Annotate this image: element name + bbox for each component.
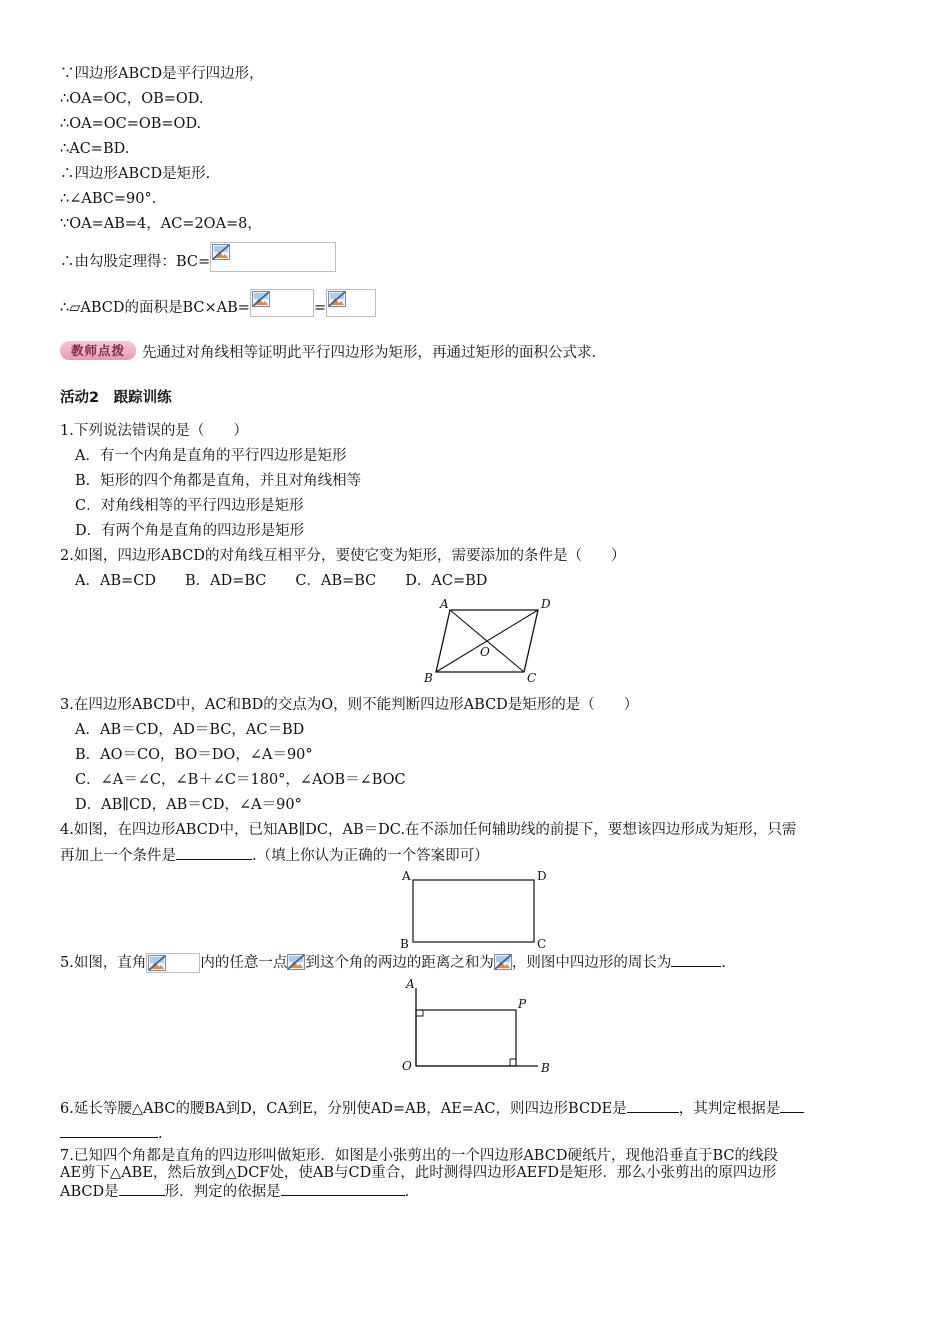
right-angle-mark [416,1010,423,1016]
q2-stem: 2.如图，四边形ABCD的对角线互相平分，要使它变为矩形，需要添加的条件是（ ） [60,548,626,564]
q4-stem-line-2 [60,845,489,866]
broken-image-icon [212,244,230,260]
broken-image-icon [328,291,346,307]
point-b-label: B [541,1061,550,1075]
q7-line-2: AE剪下△ABE，然后放到△DCF处，使AB与CD重合，此时测得四边形AEFD是矩形．那么小张剪出的原四边形 [60,1165,777,1181]
q5-text-1: 5.如图，直角 [60,955,147,971]
right-angle-mark [510,1059,516,1066]
answer-blank[interactable] [627,1098,679,1113]
pythagoras-text: ∴由勾股定理得：BC= [60,254,211,270]
broken-image-icon [252,291,270,307]
broken-image-icon [148,955,166,971]
vertex-a-label: A [402,869,411,883]
q5-stem [60,952,726,973]
answer-blank[interactable] [780,1098,804,1113]
proof-line-4: ∴AC=BD. [60,141,130,157]
section-title: 活动2 跟踪训练 [60,390,172,406]
q5-text-3: 到这个角的两边的距离之和为 [305,955,494,971]
q4-stem-part-b: .（填上你认为正确的一个答案即可） [252,848,489,864]
broken-image-icon [287,954,305,970]
proof-line-1: ∵四边形ABCD是平行四边形， [60,66,264,82]
teacher-tip-badge: 教师点拨 [60,341,136,360]
point-a-label: A [406,977,415,991]
q6-line-1 [60,1098,804,1119]
q6-line-2 [60,1123,163,1144]
vertex-b-label: B [424,671,433,685]
q2-options: A．AB=CD B．AD=BC C．AB=BC D．AC=BD [75,573,488,589]
q3-stem: 3.在四边形ABCD中，AC和BD的交点为O，则不能判断四边形ABCD是矩形的是（ ） [60,697,639,713]
vertex-d-label: D [541,597,551,611]
teacher-tip-text: 先通过对角线相等证明此平行四边形为矩形，再通过矩形的面积公式求. [142,345,597,361]
q3-option-c: C．∠A＝∠C，∠B＋∠C＝180°，∠AOB＝∠BOC [75,772,406,788]
formula-image-placeholder [287,954,305,972]
q7-text-2: 形．判定的依据是 [164,1184,281,1200]
q7-text-3: . [404,1184,410,1200]
equals-sign: = [313,300,327,316]
formula-image-placeholder [210,242,336,272]
proof-line-7: ∵OA=AB=4，AC=2OA=8， [60,216,262,232]
proof-line-5: ∴四边形ABCD是矩形. [60,166,211,182]
proof-line-8 [60,252,336,272]
proof-line-2: ∴OA=OC，OB=OD. [60,91,204,107]
q5-text-2: 内的任意一点 [200,955,288,971]
vertex-d-label: D [537,869,547,883]
rectangle-figure [396,864,556,954]
answer-blank[interactable] [60,1123,158,1138]
q7-line-3 [60,1181,409,1202]
answer-blank[interactable] [119,1181,165,1196]
q3-option-d: D．AB∥CD，AB＝CD，∠A＝90° [75,797,302,813]
q4-stem-part-a: 再加上一个条件是 [60,848,176,864]
vertex-c-label: C [537,937,547,951]
formula-image-placeholder [326,289,376,317]
inner-quadrilateral [416,1010,516,1066]
vertex-c-label: C [527,671,537,685]
broken-image-icon [494,954,512,970]
q4-stem-line-1: 4.如图，在四边形ABCD中，已知AB∥DC，AB＝DC.在不添加任何辅助线的前提下，要想该四边形成为矩形，只需 [60,822,797,838]
formula-image-placeholder [250,289,314,317]
point-p-label: P [518,997,527,1011]
area-text: ∴▱ABCD的面积是BC×AB= [60,300,250,316]
q1-option-c: C．对角线相等的平行四边形是矩形 [75,498,304,514]
parallelogram-figure [418,594,558,686]
center-o-label: O [480,645,490,659]
q5-text-5: . [721,955,726,971]
answer-blank[interactable] [176,845,252,860]
q1-option-b: B．矩形的四个角都是直角，并且对角线相等 [75,473,362,489]
q6-text-3: . [158,1126,163,1142]
q1-stem: 1.下列说法错误的是（ ） [60,423,248,439]
formula-image-placeholder [494,954,512,972]
q3-option-b: B．AO＝CO，BO＝DO，∠A＝90° [75,747,313,763]
proof-line-6: ∴∠ABC=90°. [60,191,157,207]
point-o-label: O [402,1059,412,1073]
rectangle-shape [413,880,534,942]
formula-image-placeholder [146,953,200,973]
q7-line-1: 7.已知四个角都是直角的四边形叫做矩形．如图是小张剪出的一个四边形ABCD硬纸片，现他沿垂直于BC的线段 [60,1148,778,1164]
q1-option-a: A．有一个内角是直角的平行四边形是矩形 [75,448,347,464]
right-angle-figure [398,974,558,1080]
q7-text-1: ABCD是 [60,1184,119,1200]
vertex-a-label: A [440,597,449,611]
answer-blank[interactable] [671,952,721,967]
q6-text-2: ，其判定根据是 [678,1101,781,1117]
q6-text-1: 6.延长等腰△ABC的腰BA到D，CA到E，分别使AD=AB，AE=AC，则四边形BCDE是 [60,1101,627,1117]
answer-blank[interactable] [281,1181,405,1196]
proof-line-3: ∴OA=OC=OB=OD. [60,116,202,132]
q5-text-4: ，则图中四边形的周长为 [511,955,672,971]
proof-line-9 [60,298,376,318]
diagonal-bd [436,610,538,672]
vertex-b-label: B [400,937,409,951]
q3-option-a: A．AB＝CD，AD＝BC，AC＝BD [75,722,305,738]
q1-option-d: D．有两个角是直角的四边形是矩形 [75,523,305,539]
